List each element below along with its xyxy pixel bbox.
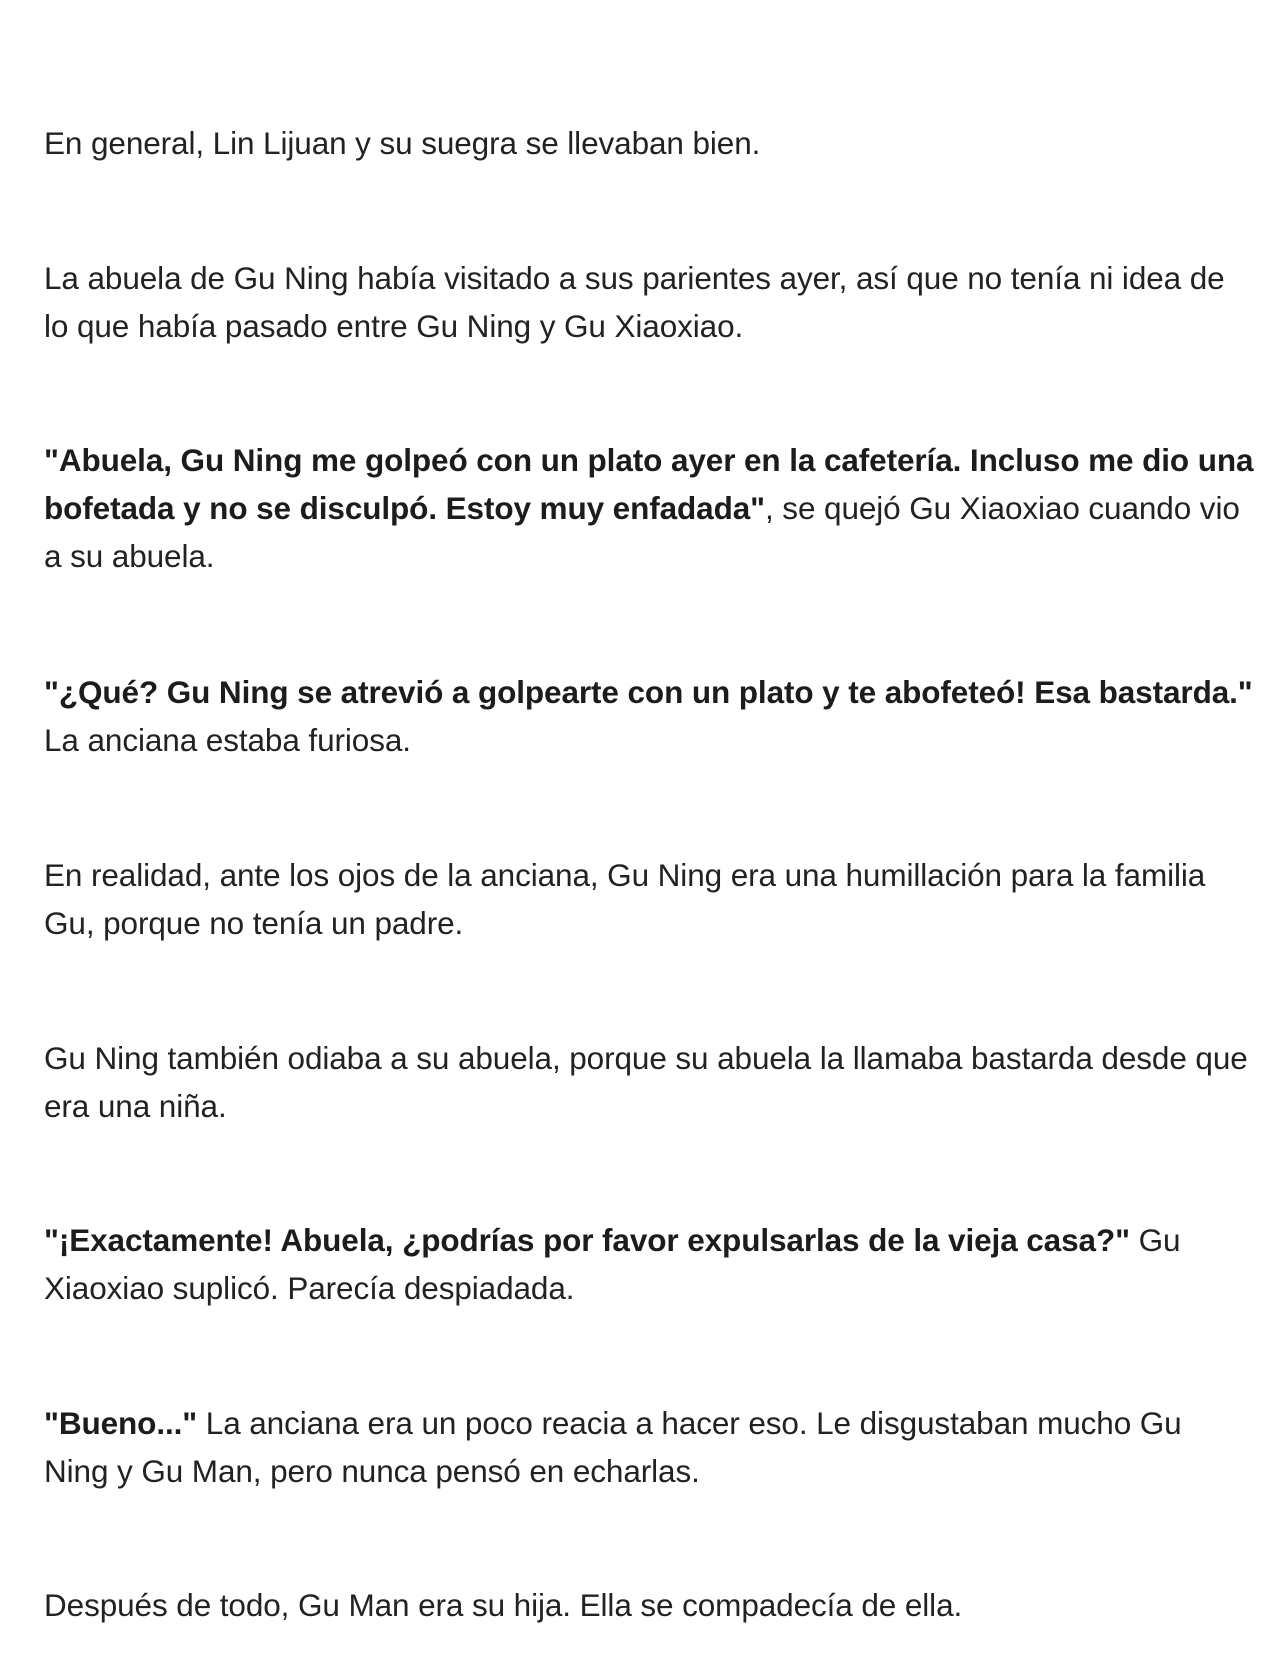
paragraph-8-text: La anciana era un poco reacia a hacer eso. Le disgustaban mucho Gu Ning y Gu Man, pero nunca pensó en echarlas. bbox=[44, 1405, 1182, 1489]
paragraph-2 bbox=[44, 254, 1254, 350]
paragraph-3 bbox=[44, 436, 1254, 580]
paragraph-6-text: Gu Ning también odiaba a su abuela, porque su abuela la llamaba bastarda desde que era una niña. bbox=[44, 1040, 1248, 1124]
paragraph-4-dialogue: "¿Qué? Gu Ning se atrevió a golpearte con un plato y te abofeteó! Esa bastarda." bbox=[44, 674, 1253, 710]
paragraph-8 bbox=[44, 1399, 1254, 1495]
paragraph-1 bbox=[44, 119, 1254, 167]
paragraph-7 bbox=[44, 1216, 1254, 1312]
paragraph-3-dialogue: "Abuela, Gu Ning me golpeó con un plato ayer en la cafetería. Incluso me dio una bofetada y no se disculpó. Estoy muy enfadada" bbox=[44, 442, 1254, 526]
paragraph-7-text: Gu Xiaoxiao suplicó. Parecía despiadada. bbox=[44, 1222, 1181, 1306]
paragraph-6 bbox=[44, 1034, 1254, 1130]
paragraph-4-text: La anciana estaba furiosa. bbox=[44, 722, 411, 758]
paragraph-8-dialogue: "Bueno..." bbox=[44, 1405, 198, 1441]
paragraph-9 bbox=[44, 1581, 1254, 1629]
paragraph-5-text: En realidad, ante los ojos de la anciana, Gu Ning era una humillación para la familia Gu, porque no tenía un padre. bbox=[44, 857, 1206, 941]
paragraph-5 bbox=[44, 851, 1254, 947]
paragraph-7-dialogue: "¡Exactamente! Abuela, ¿podrías por favor expulsarlas de la vieja casa?" bbox=[44, 1222, 1130, 1258]
paragraph-9-text: Después de todo, Gu Man era su hija. Ella se compadecía de ella. bbox=[44, 1587, 963, 1623]
paragraph-3-text: , se quejó Gu Xiaoxiao cuando vio a su abuela. bbox=[44, 490, 1240, 574]
paragraph-4 bbox=[44, 668, 1254, 764]
paragraph-1-text: En general, Lin Lijuan y su suegra se llevaban bien. bbox=[44, 125, 761, 161]
paragraph-2-text: La abuela de Gu Ning había visitado a sus parientes ayer, así que no tenía ni idea de lo que había pasado entre Gu Ning y Gu Xiaoxiao. bbox=[44, 260, 1225, 344]
